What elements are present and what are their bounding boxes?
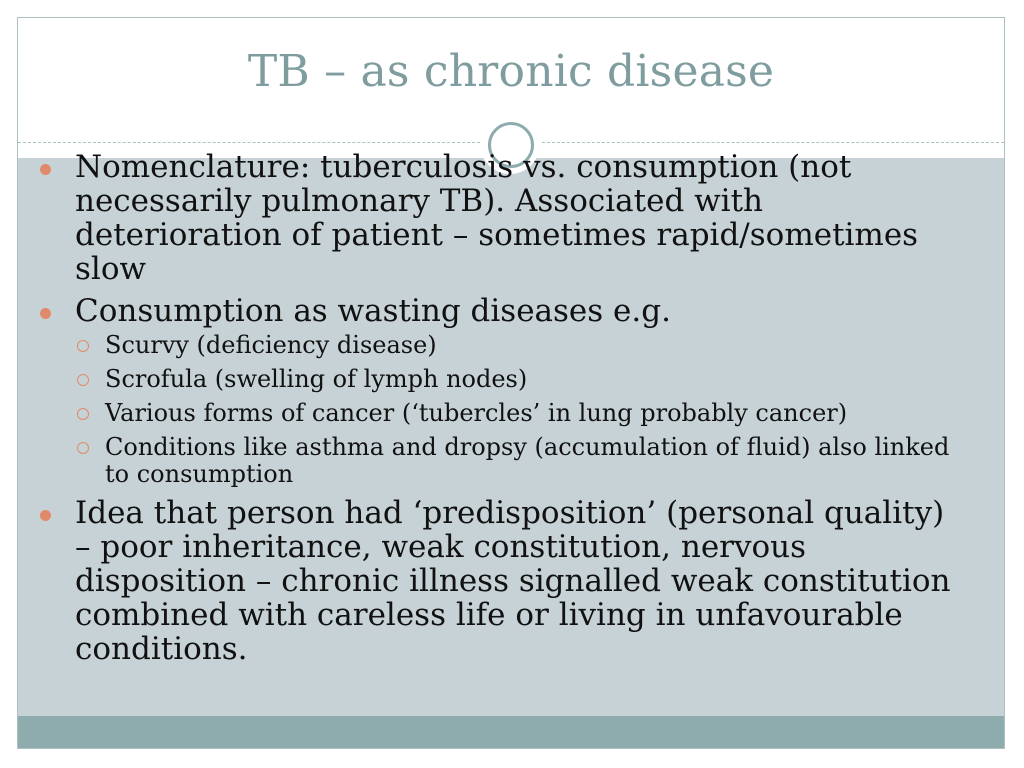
filled-circle-bullet-icon [40, 164, 51, 175]
hollow-circle-bullet-icon [77, 442, 89, 454]
bullet-item-nomenclature [38, 150, 958, 286]
bullet-text: Idea that person had ‘predisposition’ (personal quality) – poor inheritance, weak constitution, nervous disposition – chronic illness signalled weak constitution combined with careless life or living in unfavourable conditions. [75, 495, 951, 667]
hollow-circle-bullet-icon [77, 408, 89, 420]
sub-bullet-item-cancer [75, 400, 958, 427]
sub-bullet-text: Conditions like asthma and dropsy (accumulation of fluid) also linked to consumption [105, 433, 950, 488]
hollow-circle-bullet-icon [77, 340, 89, 352]
filled-circle-bullet-icon [40, 308, 51, 319]
slide-title: TB – as chronic disease [247, 46, 775, 97]
bullet-text: Consumption as wasting diseases e.g. [75, 293, 671, 329]
filled-circle-bullet-icon [40, 510, 51, 521]
sub-bullet-item-scurvy [75, 332, 958, 359]
bottom-band [18, 716, 1004, 749]
bullet-text: Nomenclature: tuberculosis vs. consumption (not necessarily pulmonary TB). Associated with deterioration of patient – sometimes rapid/sometimes slow [75, 149, 919, 287]
bullet-item-predisposition [38, 496, 958, 666]
bullet-list [38, 150, 958, 666]
sub-bullet-text: Various forms of cancer (‘tubercles’ in lung probably cancer) [105, 399, 848, 427]
sub-bullet-item-scrofula [75, 366, 958, 393]
hollow-circle-bullet-icon [77, 374, 89, 386]
slide-content [38, 150, 958, 674]
bullet-item-wasting-diseases [38, 294, 958, 488]
sub-bullet-text: Scrofula (swelling of lymph nodes) [105, 365, 528, 393]
sub-bullet-item-asthma-dropsy [75, 434, 958, 488]
sub-bullet-list [75, 332, 958, 488]
sub-bullet-text: Scurvy (deficiency disease) [105, 331, 437, 359]
